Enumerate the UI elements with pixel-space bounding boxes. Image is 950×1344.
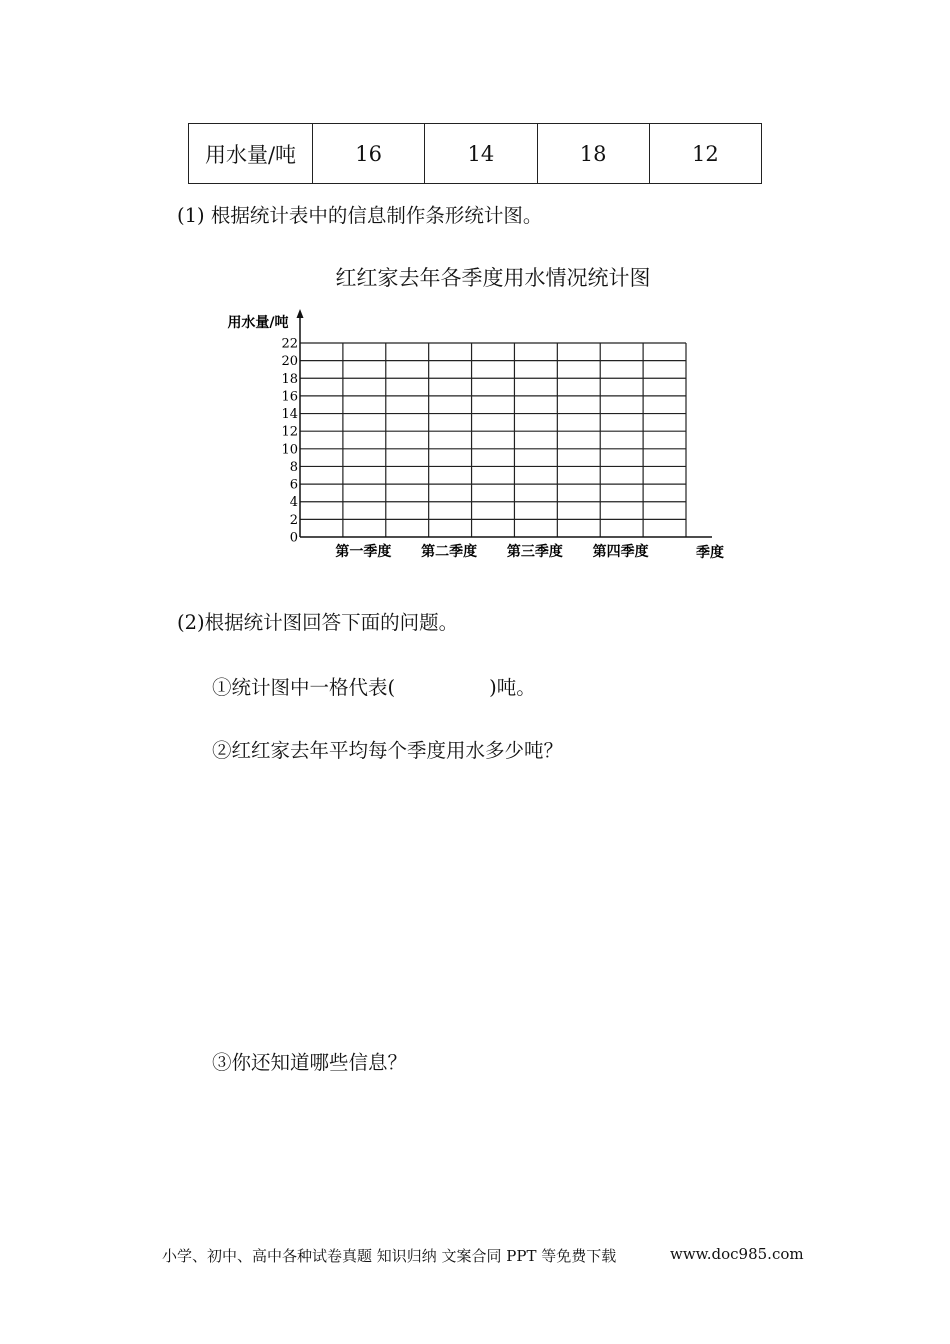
y-tick-label: 18 — [281, 371, 298, 387]
chart-grid — [300, 343, 686, 537]
question-2-3: ③你还知道哪些信息？ — [212, 1051, 408, 1074]
x-category-labels — [335, 543, 648, 560]
y-tick-label: 14 — [281, 407, 298, 423]
y-tick-label: 6 — [289, 477, 298, 493]
table-cell-q4: 12 — [649, 124, 761, 184]
y-tick-label: 12 — [281, 424, 298, 440]
footer-text: 小学、初中、高中各种试卷真题 知识归纳 文案合同 PPT 等免费下载 — [162, 1247, 617, 1265]
question-2-1-tail: )吨。 — [489, 676, 536, 699]
y-axis-arrow — [297, 309, 304, 318]
question-1: (1) 根据统计表中的信息制作条形统计图。 — [177, 204, 543, 227]
chart-title: 红红家去年各季度用水情况统计图 — [335, 266, 651, 290]
y-tick-label: 16 — [281, 389, 298, 405]
x-category-label: 第一季度 — [335, 544, 392, 560]
question-2-1 — [212, 672, 536, 700]
y-tick-labels — [281, 337, 298, 546]
table-header-cell: 用水量/吨 — [189, 124, 313, 184]
table-cell-q2: 14 — [425, 124, 537, 184]
x-category-label: 第二季度 — [421, 544, 478, 560]
y-tick-label: 10 — [281, 442, 298, 458]
y-tick-label: 20 — [281, 354, 298, 370]
footer-url[interactable]: www.doc985.com — [670, 1245, 804, 1263]
bar-chart — [0, 0, 950, 600]
y-tick-label: 4 — [289, 495, 298, 511]
y-tick-label: 22 — [281, 336, 298, 352]
table-cell-q1: 16 — [313, 124, 425, 184]
x-category-label: 第四季度 — [592, 544, 649, 560]
x-category-label: 第三季度 — [506, 544, 563, 560]
y-tick-label: 0 — [289, 530, 298, 546]
question-2-2: ②红红家去年平均每个季度用水多少吨？ — [212, 739, 564, 762]
table-cell-q3: 18 — [537, 124, 649, 184]
x-axis-label: 季度 — [696, 545, 724, 561]
y-axis-label: 用水量/吨 — [227, 315, 289, 331]
question-2: (2)根据统计图回答下面的问题。 — [177, 611, 459, 634]
question-2-1-text: ①统计图中一格代表( — [212, 676, 396, 699]
y-tick-label: 8 — [289, 459, 298, 475]
y-tick-label: 2 — [289, 512, 298, 528]
